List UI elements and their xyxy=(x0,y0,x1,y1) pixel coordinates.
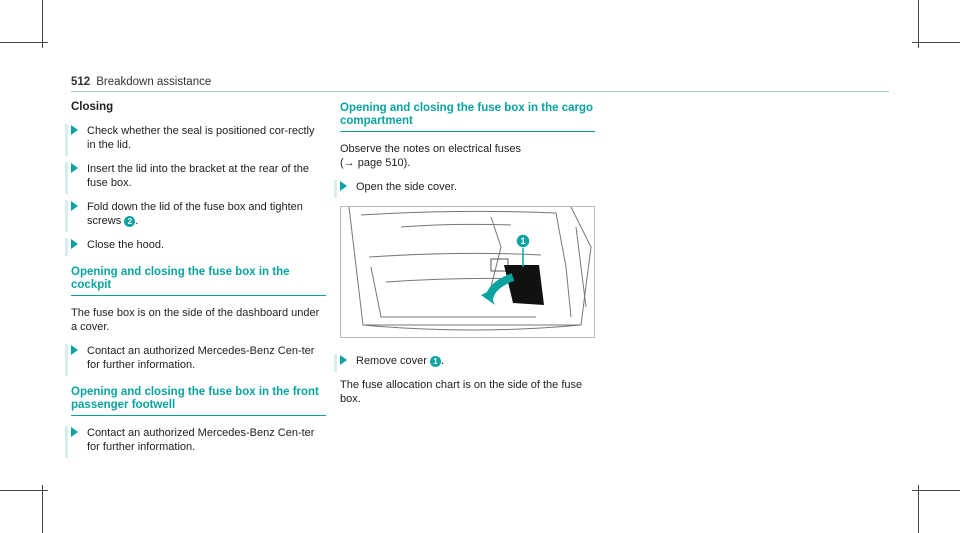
arrow-icon xyxy=(71,163,78,173)
right-column xyxy=(340,100,595,416)
crop-mark xyxy=(918,485,919,533)
crop-mark xyxy=(912,42,960,43)
list-item: Contact an authorized Mercedes-Benz Cen-ter for further information. xyxy=(71,426,326,454)
left-column xyxy=(71,100,326,464)
page-header xyxy=(71,76,211,88)
arrow-icon xyxy=(340,355,347,365)
crop-mark xyxy=(0,490,48,491)
cargo-heading: Opening and closing the fuse box in the cargo compartment xyxy=(340,102,595,132)
page-reference-link[interactable]: (→ page 510). xyxy=(340,157,411,169)
list-item: Open the side cover. xyxy=(340,180,595,194)
list-item: Contact an authorized Mercedes-Benz Cen-ter for further information. xyxy=(71,344,326,372)
arrow-icon xyxy=(71,125,78,135)
crop-mark xyxy=(918,0,919,48)
list-item: Remove cover 1 . xyxy=(340,354,595,368)
crop-mark xyxy=(912,490,960,491)
figure-callout-1: 1 xyxy=(520,236,526,246)
callout-1: 1 xyxy=(430,356,441,367)
list-item: Insert the lid into the bracket at the rear of the fuse box. xyxy=(71,162,326,190)
list-item: Fold down the lid of the fuse box and tighten screws 2 . xyxy=(71,200,326,228)
cockpit-heading: Opening and closing the fuse box in the cockpit xyxy=(71,266,326,296)
arrow-icon xyxy=(71,345,78,355)
footwell-heading: Opening and closing the fuse box in the front passenger footwell xyxy=(71,386,326,416)
arrow-icon xyxy=(71,239,78,249)
closing-heading: Closing xyxy=(71,101,114,113)
list-item: Check whether the seal is positioned cor-rectly in the lid. xyxy=(71,124,326,152)
arrow-icon xyxy=(340,181,347,191)
crop-mark xyxy=(0,42,48,43)
cargo-compartment-drawing xyxy=(341,207,594,337)
header-rule xyxy=(71,91,889,92)
section-title: Breakdown assistance xyxy=(96,76,212,88)
arrow-icon xyxy=(71,427,78,437)
crop-mark xyxy=(42,0,43,48)
chart-location-text: The fuse allocation chart is on the side of the fuse box. xyxy=(340,379,583,405)
arrow-icon xyxy=(71,201,78,211)
page-number: 512 xyxy=(71,76,91,88)
crop-mark xyxy=(42,485,43,533)
observe-text: Observe the notes on electrical fuses (→ page 510). xyxy=(340,143,521,169)
cockpit-text: The fuse box is on the side of the dashboard under a cover. xyxy=(71,307,320,333)
list-item: Close the hood. xyxy=(71,238,326,252)
cargo-fusebox-illustration xyxy=(340,206,595,338)
callout-2: 2 xyxy=(124,216,135,227)
